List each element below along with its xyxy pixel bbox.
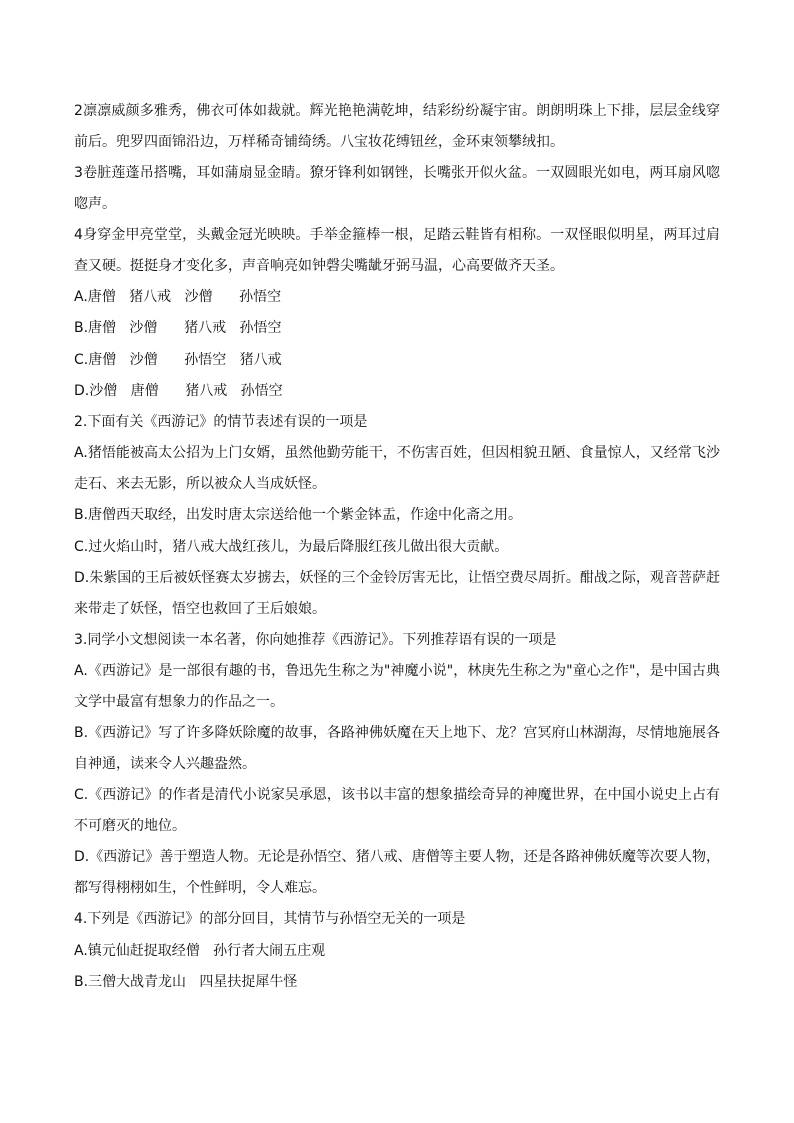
question-4-stem: 4.下列是《西游记》的部分回目，其情节与孙悟空无关的一项是 — [74, 911, 466, 928]
q3-option-a: A.《西游记》是一部很有趣的书，鲁迅先生称之为"神魔小说"，林庚先生称之为"童心之作"，是中国古典文学中最富有想象力的作品之一。 — [74, 663, 720, 711]
q2-option-c: C.过火焰山时，猪八戒大战红孩儿，为最后降服红孩儿做出很大贡献。 — [74, 538, 509, 555]
q4-option-b: B.三僧大战青龙山 四星扶捉犀牛怪 — [74, 973, 298, 990]
poem-passage-4: 4身穿金甲亮堂堂，头戴金冠光映映。手举金箍棒一根，足踏云鞋皆有相称。一双怪眼似明星，两耳过肩查又硬。挺挺身才变化多，声音响亮如钟磬尖嘴龇牙弼马温，心高要做齐天圣。 — [74, 227, 720, 274]
q1-option-c: C.唐僧 沙僧 孙悟空 猪八戒 — [74, 351, 282, 368]
q1-option-d: D.沙僧 唐僧 猪八戒 孙悟空 — [74, 382, 283, 399]
q2-option-b: B.唐僧西天取经，出发时唐太宗送给他一个紫金钵盂，作途中化斋之用。 — [74, 507, 523, 524]
q1-option-a: A.唐僧 猪八戒 沙僧 孙悟空 — [74, 289, 282, 305]
q3-option-c: C.《西游记》的作者是清代小说家吴承恩，该书以丰富的想象描绘奇异的神魔世界，在中国小说史上占有不可磨灭的地位。 — [74, 787, 720, 835]
poem-passage-3: 3卷脏莲蓬吊搭嘴，耳如蒲扇显金睛。獠牙锋利如钢锉，长嘴张开似火盆。一双圆眼光如电，两耳扇风唿唿声。 — [74, 165, 720, 212]
question-3-stem: 3.同学小文想阅读一本名著，你向她推荐《西游记》。下列推荐语有误的一项是 — [74, 632, 557, 649]
q4-option-a: A.镇元仙赶捉取经僧 孙行者大闹五庄观 — [74, 942, 326, 959]
q2-option-d: D.朱紫国的王后被妖怪赛太岁掳去，妖怪的三个金铃厉害无比，让悟空费尽周折。酣战之际，观音菩萨赶来带走了妖怪，悟空也救回了王后娘娘。 — [74, 570, 720, 618]
document-page — [74, 96, 720, 998]
question-2-stem: 2.下面有关《西游记》的情节表述有误的一项是 — [74, 414, 368, 431]
poem-passage-2: 2凛凛威颜多雅秀，佛衣可体如裁就。辉光艳艳满乾坤，结彩纷纷凝宇宙。朗朗明珠上下排，层层金线穿前后。兜罗四面锦沿边，万样稀奇铺绮绣。八宝妆花缚钮丝，金环束领攀绒扣。 — [74, 103, 720, 150]
q2-option-a: A.猪悟能被高太公招为上门女婿，虽然他勤劳能干，不伤害百姓，但因相貌丑陋、食量惊人，又经常飞沙走石、来去无影，所以被众人当成妖怪。 — [74, 445, 720, 493]
q1-option-b: B.唐僧 沙僧 猪八戒 孙悟空 — [74, 320, 282, 337]
q3-option-b: B.《西游记》写了许多降妖除魔的故事，各路神佛妖魔在天上地下、龙？宫冥府山林湖海，尽情地施展各自神通，读来令人兴趣盎然。 — [74, 725, 720, 773]
q3-option-d: D.《西游记》善于塑造人物。无论是孙悟空、猪八戒、唐僧等主要人物，还是各路神佛妖魔等次要人物，都写得栩栩如生，个性鲜明，令人难忘。 — [74, 849, 720, 897]
